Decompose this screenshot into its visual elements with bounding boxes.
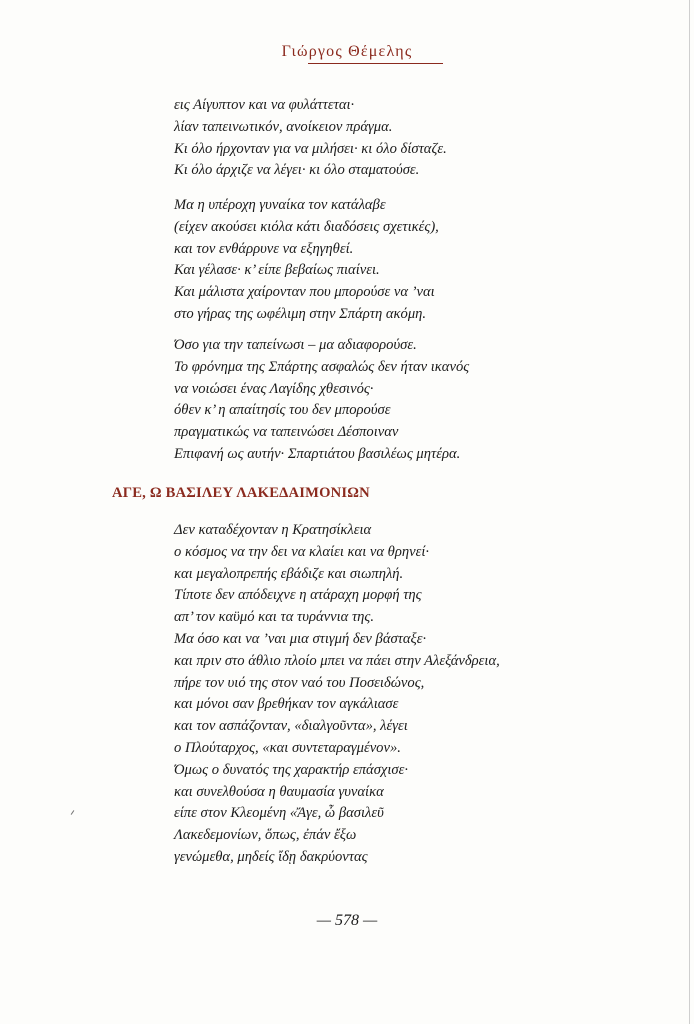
verse-line: (είχεν ακούσει κιόλα κάτι διαδόσεις σχετικές), (174, 218, 439, 235)
stanza-3 (174, 335, 469, 466)
verse-line: να νοιώσει ένας Λαγίδης χθεσινός· (174, 380, 374, 397)
verse-line: Κι όλο άρχιζε να λέγει· κι όλο σταματούσε. (174, 162, 420, 179)
verse-line: Επιφανή ως αυτήν· Σπαρτιάτου βασιλέως μητέρα. (174, 445, 461, 462)
verse-line: ο κόσμος να την δει να κλαίει και να θρηνεί· (174, 543, 430, 560)
verse-line: και τον ασπάζονταν, «διαλγοῦντα», λέγει (174, 718, 408, 735)
verse-line: Μα όσο και να ’ναι μια στιγμή δεν βάσταξε· (174, 630, 427, 647)
page-number: — 578 — (316, 912, 378, 929)
verse-line: Δεν καταδέχονταν η Κρατησίκλεια (174, 522, 372, 538)
verse-line: στο γήρας της ωφέλιμη στην Σπάρτη ακόμη. (174, 305, 427, 322)
verse-line: ο Πλούταρχος, «και συντεταραγμένον». (174, 739, 401, 756)
verse-line: λίαν ταπεινωτικόν, ανοίκειον πράγμα. (174, 118, 393, 135)
running-head: Γιώργος Θέμελης (281, 43, 413, 60)
verse-line: Τίποτε δεν απόδειχνε η ατάραχη μορφή της (174, 587, 422, 604)
verse-line: Και μάλιστα χαίρονταν που μπορούσε να ’ναι (174, 284, 435, 301)
page-edge-line (689, 0, 690, 1024)
verse-line: γενώμεθα, μηδείς ἴδῃ δακρύοντας (174, 848, 368, 865)
stanza-2 (174, 195, 439, 326)
verse-line: Όμως ο δυνατός της χαρακτήρ επάσχισε· (174, 761, 408, 778)
verse-line: Όσο για την ταπείνωσι – μα αδιαφορούσε. (174, 337, 417, 353)
stanza-1 (174, 95, 447, 182)
verse-line: και τον ενθάρρυνε να εξηγηθεί. (174, 240, 354, 257)
verse-line: και συνελθούσα η θαυμασία γυναίκα (174, 783, 384, 800)
verse-line: Και γέλασε· κ’ είπε βεβαίως πιαίνει. (174, 262, 380, 279)
verse-line: Λακεδεμονίων, ὅπως, ἐπάν ἔξω (174, 827, 357, 844)
verse-line: και μεγαλοπρεπής εβάδιζε και σιωπηλή. (174, 565, 404, 582)
verse-line: εις Αίγυπτον και να φυλάττεται· (174, 97, 355, 113)
verse-line: πραγματικώς να ταπεινώσει Δέσποιναν (174, 424, 399, 441)
verse-line: είπε στον Κλεομένη «Ἄγε, ὦ βασιλεῦ (174, 805, 384, 822)
verse-line: Μα η υπέροχη γυναίκα τον κατάλαβε (174, 197, 386, 213)
verse-line: όθεν κ’ η απαίτησίς του δεν μπορούσε (174, 402, 391, 419)
margin-pencil-mark (71, 810, 75, 815)
running-head-underline (308, 63, 443, 64)
verse-line: Το φρόνημα της Σπάρτης ασφαλώς δεν ήταν ικανός (174, 358, 470, 375)
verse-line: πήρε τον υιό της στον ναό του Ποσειδώνος, (174, 674, 425, 691)
verse-line: απ’ τον καϋμό και τα τυράννια της. (174, 609, 374, 626)
section-heading: ΑΓΕ, Ω ΒΑΣΙΛΕΥ ΛΑΚΕΔΑΙΜΟΝΙΩΝ (112, 485, 370, 501)
verse-line: και πριν στο άθλιο πλοίο μπει να πάει στην Αλεξάνδρεια, (174, 652, 500, 669)
verse-line: Κι όλο ήρχονταν για να μιλήσει· κι όλο δίσταζε. (174, 140, 447, 157)
verse-line: και μόνοι σαν βρεθήκαν τον αγκάλιασε (174, 696, 399, 713)
poem-body (174, 520, 500, 869)
